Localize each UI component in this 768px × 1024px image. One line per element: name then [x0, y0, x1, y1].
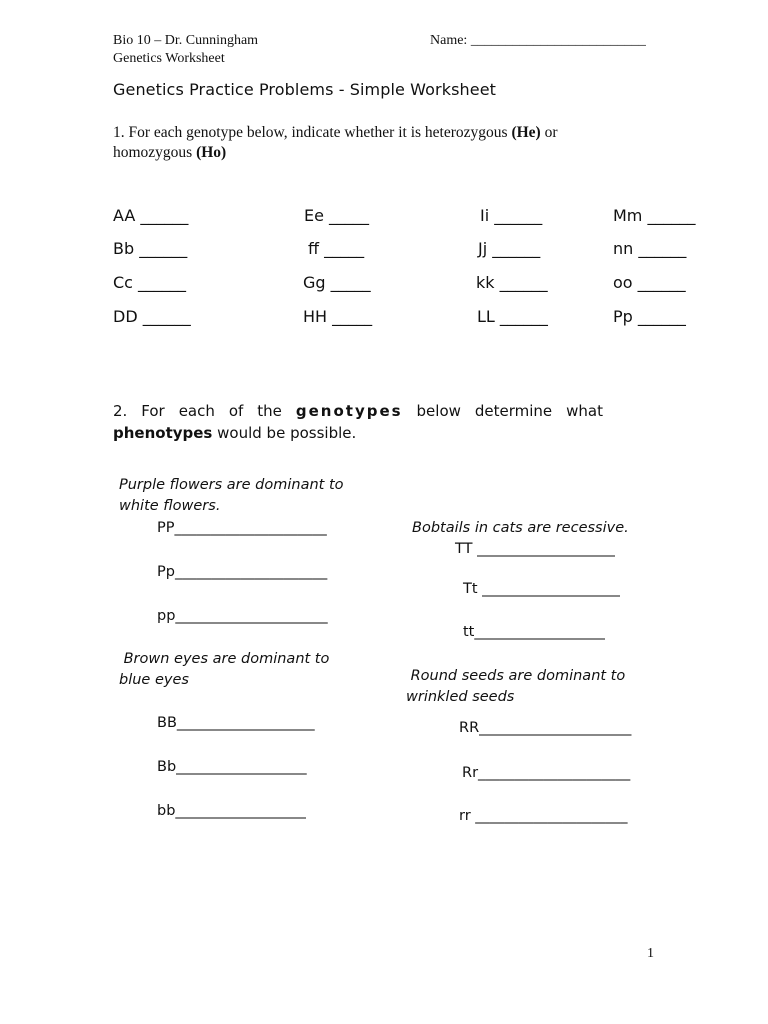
- genotype-ii: Ii ______: [480, 206, 543, 225]
- genotype-pp: Pp ______: [613, 307, 686, 326]
- flowers-pp-rec-answer: pp_____________________: [157, 608, 328, 624]
- eyes-bb-rec-answer: bb__________________: [157, 803, 306, 819]
- question-1-line2: homozygous: [113, 144, 197, 161]
- page-number: 1: [647, 946, 654, 961]
- genotype-mm: Mm ______: [613, 206, 696, 225]
- q2-word: determine: [474, 402, 553, 420]
- genotype-oo: oo ______: [613, 273, 686, 292]
- question-1-or: or: [540, 124, 558, 141]
- q2-word: the: [257, 402, 282, 420]
- q2-word: 2.: [113, 402, 128, 420]
- genotype-kk: kk ______: [476, 273, 548, 292]
- cats-tt-rec-answer: tt__________________: [463, 624, 605, 640]
- q2-phenotypes-bold: phenotypes: [113, 424, 213, 442]
- genotype-ee: Ee _____: [304, 206, 370, 225]
- flowers-statement: [119, 475, 344, 517]
- genotype-nn: nn ______: [613, 239, 687, 258]
- q2-word: what: [566, 402, 603, 420]
- seeds-statement-line2: wrinkled seeds: [406, 689, 515, 705]
- seeds-statement-line1: Round seeds are dominant to: [406, 668, 626, 684]
- eyes-bb-het-answer: Bb__________________: [157, 759, 307, 775]
- question-2-line1: [113, 400, 603, 422]
- eyes-statement-line2: blue eyes: [119, 672, 189, 688]
- flowers-pp-het-answer: Pp_____________________: [157, 564, 328, 580]
- seeds-rr-answer: RR_____________________: [459, 720, 632, 736]
- genotype-dd: DD ______: [113, 307, 191, 326]
- genotype-ll: LL ______: [477, 307, 548, 326]
- genotype-cc: Cc ______: [113, 273, 187, 292]
- genotype-hh: HH _____: [303, 307, 373, 326]
- question-2-line2: [113, 422, 356, 444]
- he-label: (He): [511, 124, 541, 141]
- seeds-rr-het-answer: Rr_____________________: [462, 765, 631, 781]
- eyes-statement: [119, 649, 329, 691]
- flowers-statement-line2: white flowers.: [119, 498, 221, 514]
- q2-word: of: [228, 402, 244, 420]
- seeds-rr-rec-answer: rr _____________________: [459, 808, 628, 824]
- course-label: Bio 10 – Dr. Cunningham: [113, 33, 259, 48]
- cats-tt-answer: TT ___________________: [455, 541, 615, 557]
- seeds-statement: [406, 666, 625, 708]
- question-1-text: [113, 123, 558, 163]
- name-field: Name: _________________________: [430, 33, 646, 48]
- cats-statement: Bobtails in cats are recessive.: [412, 520, 629, 536]
- cats-tt-het-answer: Tt ___________________: [463, 581, 620, 597]
- question-1-prefix: 1. For each genotype below, indicate whether it is heterozygous: [113, 124, 512, 141]
- ho-label: (Ho): [196, 144, 227, 161]
- eyes-statement-line1: Brown eyes are dominant to: [119, 651, 330, 667]
- q2-word: For: [141, 402, 165, 420]
- q2-word: each: [178, 402, 215, 420]
- q2-line2-rest: would be possible.: [212, 424, 357, 442]
- eyes-bb-answer: BB___________________: [157, 715, 315, 731]
- q2-word: below: [416, 402, 461, 420]
- genotype-gg: Gg _____: [303, 273, 371, 292]
- page-title: Genetics Practice Problems - Simple Worksheet: [113, 80, 497, 99]
- genotype-bb: Bb ______: [113, 239, 188, 258]
- worksheet-subtitle: Genetics Worksheet: [113, 51, 225, 66]
- flowers-pp-answer: PP_____________________: [157, 520, 327, 536]
- genotype-aa: AA ______: [113, 206, 189, 225]
- q2-genotypes-bold: genotypes: [295, 402, 403, 420]
- genotype-ff: ff _____: [308, 239, 365, 258]
- genotype-jj: Jj ______: [478, 239, 541, 258]
- flowers-statement-line1: Purple flowers are dominant to: [119, 477, 344, 493]
